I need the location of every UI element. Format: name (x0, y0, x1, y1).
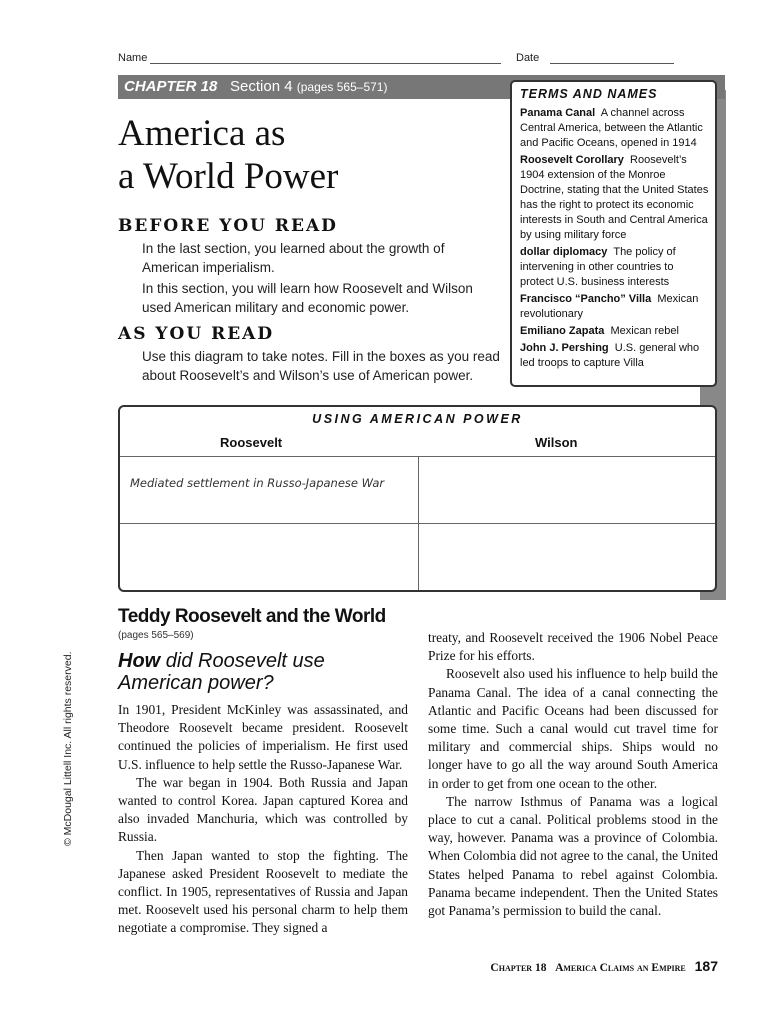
page-footer (440, 958, 718, 974)
title-line-1: America as (118, 113, 286, 154)
name-line[interactable] (150, 63, 501, 64)
term-name: Emiliano Zapata (520, 325, 605, 337)
term-definition: U.S. general who led troops to capture Villa (520, 342, 700, 369)
handwritten-entry: Mediated settlement in Russo-Japanese War (130, 476, 385, 490)
section-pages: (pages 565–569) (118, 630, 194, 641)
before-you-read-para-2: In this section, you will learn how Roosevelt and Wilson used American military and economic power. (142, 281, 473, 315)
term-definition: A channel across Central America, between the Atlantic and Pacific Oceans, opened in 1914 (520, 107, 703, 149)
question-keyword: How (118, 650, 161, 672)
body-paragraph: In 1901, President McKinley was assassinated, and Theodore Roosevelt became president. Roosevelt continued the policies of imperialism. He first used U.S. influence to help settle the Russo-Japanese War. (118, 702, 408, 772)
page-title (118, 112, 338, 198)
chapter-label: CHAPTER 18 (124, 78, 218, 95)
term-item (520, 245, 709, 290)
as-you-read-heading: AS YOU READ (118, 324, 275, 344)
section-pages: (pages 565–571) (296, 80, 388, 94)
term-name: dollar diplomacy (520, 246, 608, 258)
term-item (520, 341, 709, 371)
date-line[interactable] (550, 63, 674, 64)
column-head-roosevelt: Roosevelt (220, 435, 283, 450)
roosevelt-box-1[interactable] (121, 457, 417, 522)
term-definition: The policy of intervening in other countries to protect U.S. business interests (520, 246, 676, 288)
guiding-question (118, 650, 348, 694)
terms-heading: TERMS AND NAMES (520, 87, 658, 101)
term-item (520, 153, 709, 243)
column-head-wilson: Wilson (535, 435, 578, 450)
body-paragraph: treaty, and Roosevelt received the 1906 Nobel Peace Prize for his efforts. (428, 630, 718, 664)
wilson-box-2[interactable] (419, 524, 715, 588)
date-label: Date (516, 52, 540, 64)
name-label: Name (118, 52, 148, 64)
section-number: Section 4 (230, 78, 293, 95)
section-heading: Teddy Roosevelt and the World (118, 606, 386, 627)
term-definition: Roosevelt’s 1904 extension of the Monroe Doctrine, stating that the United States has the right to protect its economic interests in South and Central America by using military force (520, 154, 709, 241)
body-paragraph: Roosevelt also used his influence to help build the Panama Canal. The idea of a canal connecting the Atlantic and Pacific Oceans had been discussed for some time. Such a canal would cut travel time for military and commercial ships. Ships would no longer have to go all the way around South America in order to get from one ocean to the other. (428, 666, 718, 791)
term-item (520, 106, 709, 151)
body-paragraph: Then Japan wanted to stop the fighting. The Japanese asked President Roosevelt to mediate the conflict. In 1905, representatives of Russia and Japan met. Roosevelt used his personal charm to help them negotiate a compromise. They signed a (118, 847, 408, 936)
footer-title: America Claims an Empire (555, 962, 686, 974)
roosevelt-box-2[interactable] (121, 524, 417, 588)
term-definition: Mexican rebel (610, 325, 679, 337)
wilson-box-1[interactable] (419, 457, 715, 522)
body-column-right (428, 629, 718, 920)
body-paragraph: The war began in 1904. Both Russia and Japan wanted to control Korea. Japan captured Korea and also invaded Manchuria, which was controlled by Russia. (118, 774, 408, 845)
body-paragraph: The narrow Isthmus of Panama was a logical place to cut a canal. Political problems stood in the way, however. Panama was a province of Colombia. When Colombia did not agree to the canal, the United States helped Panama to rebel against Colombia. Panama became independent. Then the United States got Panama’s permission to build the canal. (428, 793, 718, 919)
copyright-notice: © McDougal Littell Inc. All rights reserved. (62, 651, 74, 846)
before-you-read-heading: BEFORE YOU READ (118, 216, 338, 236)
term-name: Panama Canal (520, 107, 596, 119)
section-label (230, 78, 387, 95)
terms-and-names-box (510, 80, 717, 387)
term-item (520, 292, 709, 322)
term-definition: Mexican revolutionary (520, 293, 699, 320)
term-name: John J. Pershing (520, 342, 609, 354)
term-name: Francisco “Pancho” Villa (520, 293, 652, 305)
note-taking-diagram (118, 405, 717, 592)
footer-chapter: Chapter 18 (490, 962, 547, 974)
term-item (520, 324, 709, 339)
term-name: Roosevelt Corollary (520, 154, 624, 166)
page-number: 187 (694, 958, 718, 974)
body-column-left (118, 701, 408, 938)
diagram-title: USING AMERICAN POWER (312, 412, 523, 426)
question-text: did Roosevelt use American power? (118, 650, 325, 694)
before-you-read-para-1: In the last section, you learned about the growth of American imperialism. (142, 241, 445, 275)
title-line-2: a World Power (118, 156, 339, 197)
as-you-read-para: Use this diagram to take notes. Fill in the boxes as you read about Roosevelt’s and Wilson’s use of American power. (142, 349, 500, 383)
